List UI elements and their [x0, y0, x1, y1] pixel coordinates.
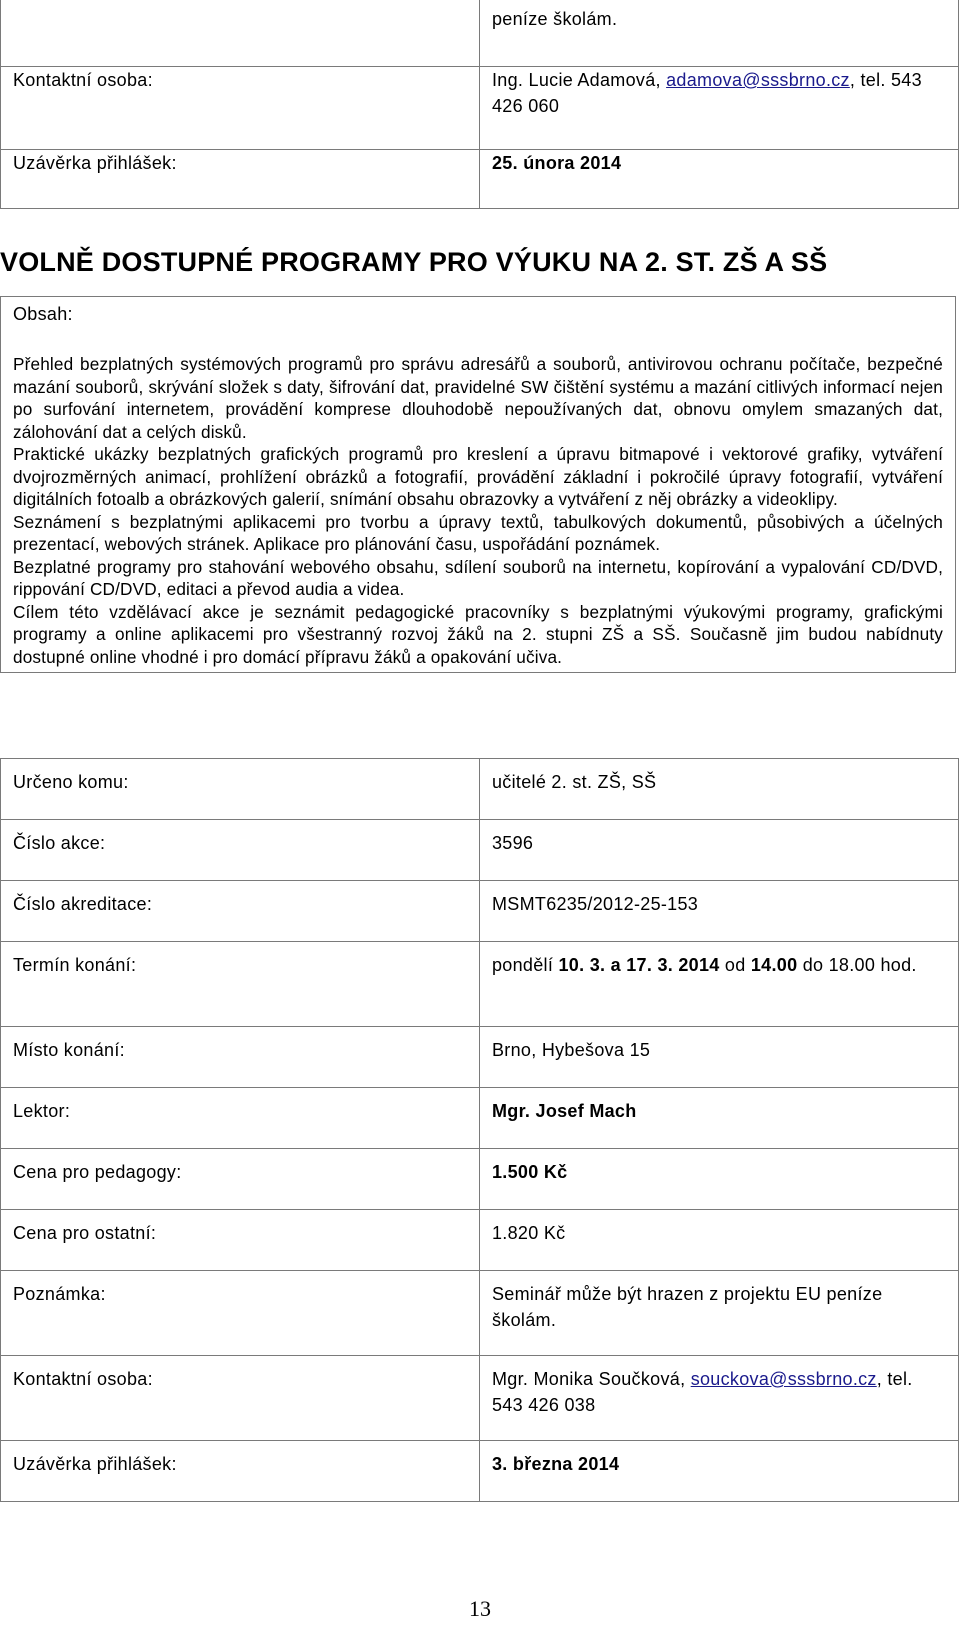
table-row: [1, 1210, 959, 1271]
value-kontakt: [480, 1356, 959, 1441]
value-text: 14.00: [750, 955, 798, 975]
label-misto: Místo konání:: [1, 1027, 480, 1088]
content-paragraph: Cílem této vzdělávací akce je seznámit pedagogické pracovníky s bezplatnými výukovými programy, grafickými programy a online aplikacemi pro všestranný rozvoj žáků na 2. stupni ZŠ a SŠ. Současně jim budou nabídnuty dostupné online vhodné i pro domácí přípravu žáků a opakování učiva.: [13, 601, 943, 667]
label-uzaverka: Uzávěrka přihlášek:: [1, 1441, 480, 1502]
email-link[interactable]: adamova@sssbrno.cz: [666, 70, 850, 90]
label-termin: Termín konání:: [1, 942, 480, 1027]
label-cena-ostatni: Cena pro ostatní:: [1, 1210, 480, 1271]
value-cislo-akce: 3596: [480, 820, 959, 881]
table-row: [1, 942, 959, 1027]
value-text: Mgr. Monika Součková,: [492, 1369, 691, 1389]
value-text: peníze školám.: [492, 9, 618, 29]
content-label: Obsah:: [13, 304, 73, 324]
value-text: 10. 3. a 17. 3. 2014: [558, 955, 720, 975]
label-poznamka: Poznámka:: [1, 1271, 480, 1356]
value-cislo-akreditace: MSMT6235/2012-25-153: [480, 881, 959, 942]
value-lektor: Mgr. Josef Mach: [480, 1088, 959, 1149]
table-row: [1, 1356, 959, 1441]
label-urceno: Určeno komu:: [1, 759, 480, 820]
table-row: [1, 759, 959, 820]
top-info-table: [0, 0, 959, 209]
value-poznamka: Seminář může být hrazen z projektu EU peníze školám.: [480, 1271, 959, 1356]
content-paragraph: Praktické ukázky bezplatných grafických programů pro kreslení a úpravu bitmapové i vektorové grafiky, vytváření dvojrozměrných animací, prohlížení obrázků a fotografií, provádění základní i pokročilé úpravy fotografií, vytváření digitálních fotoalb a obrázkových galerií, snímání obsahu obrazovky a vytváření z něj obrázky a videoklipy.: [13, 444, 943, 509]
table-row: [1, 820, 959, 881]
value-cena-ostatni: 1.820 Kč: [480, 1210, 959, 1271]
table-row: [1, 1149, 959, 1210]
table-row: [1, 1088, 959, 1149]
label-cena-pedagogy: Cena pro pedagogy:: [1, 1149, 480, 1210]
value-cena-pedagogy: 1.500 Kč: [480, 1149, 959, 1210]
table-row: [1, 1441, 959, 1502]
value-text: do 18.00 hod.: [797, 955, 917, 975]
details-table: [0, 758, 959, 1502]
row-label: Kontaktní osoba:: [1, 67, 480, 150]
row-value: [480, 67, 959, 150]
value-text: Ing. Lucie Adamová,: [492, 70, 667, 90]
row-value: [480, 0, 959, 67]
content-paragraph: Bezplatné programy pro stahování webového obsahu, sdílení souborů na internetu, kopírování a vypalování CD/DVD, rippování CD/DVD, editaci a převod audia a videa.: [13, 556, 943, 599]
label-cislo-akce: Číslo akce:: [1, 820, 480, 881]
value-misto: Brno, Hybešova 15: [480, 1027, 959, 1088]
value-text: , tel. 543 426 038: [492, 1369, 913, 1415]
content-description-box: [0, 296, 956, 673]
value-text: 25. února 2014: [492, 153, 622, 173]
table-row: [1, 150, 959, 209]
value-text: od: [719, 955, 751, 975]
page-number: 13: [469, 1596, 491, 1621]
content-paragraph: Seznámení s bezplatnými aplikacemi pro tvorbu a úpravy textů, tabulkových dokumentů, působivých a účelných prezentací, webových stránek. Aplikace pro plánování času, uspořádání poznámek.: [13, 511, 943, 554]
label-cislo-akreditace: Číslo akreditace:: [1, 881, 480, 942]
row-label: Uzávěrka přihlášek:: [1, 150, 480, 209]
row-label: [1, 0, 480, 67]
table-row: [1, 67, 959, 150]
value-text: , tel. 543 426 060: [492, 70, 922, 116]
value-uzaverka: 3. března 2014: [480, 1441, 959, 1502]
email-link[interactable]: souckova@sssbrno.cz: [690, 1369, 877, 1389]
table-row: [1, 0, 959, 67]
row-value: [480, 150, 959, 209]
value-termin: [480, 942, 959, 1027]
label-kontakt: Kontaktní osoba:: [1, 1356, 480, 1441]
label-lektor: Lektor:: [1, 1088, 480, 1149]
value-text: pondělí: [492, 955, 559, 975]
section-title: VOLNĚ DOSTUPNÉ PROGRAMY PRO VÝUKU NA 2. ST. ZŠ A SŠ: [0, 247, 828, 277]
value-urceno: učitelé 2. st. ZŠ, SŠ: [480, 759, 959, 820]
content-paragraph: Přehled bezplatných systémových programů pro správu adresářů a souborů, antivirovou ochranu počítače, bezpečné mazání souborů, skrývání složek s daty, šifrování dat, pravidelné SW čištění systému a mazání citlivých informací nejen po surfování internetem, provádění komprese dlouhodobě nepoužívaných dat, obnovu omylem smazaných dat, zálohování dat a celých disků.: [13, 354, 943, 442]
table-row: [1, 1027, 959, 1088]
table-row: [1, 881, 959, 942]
table-row: [1, 1271, 959, 1356]
